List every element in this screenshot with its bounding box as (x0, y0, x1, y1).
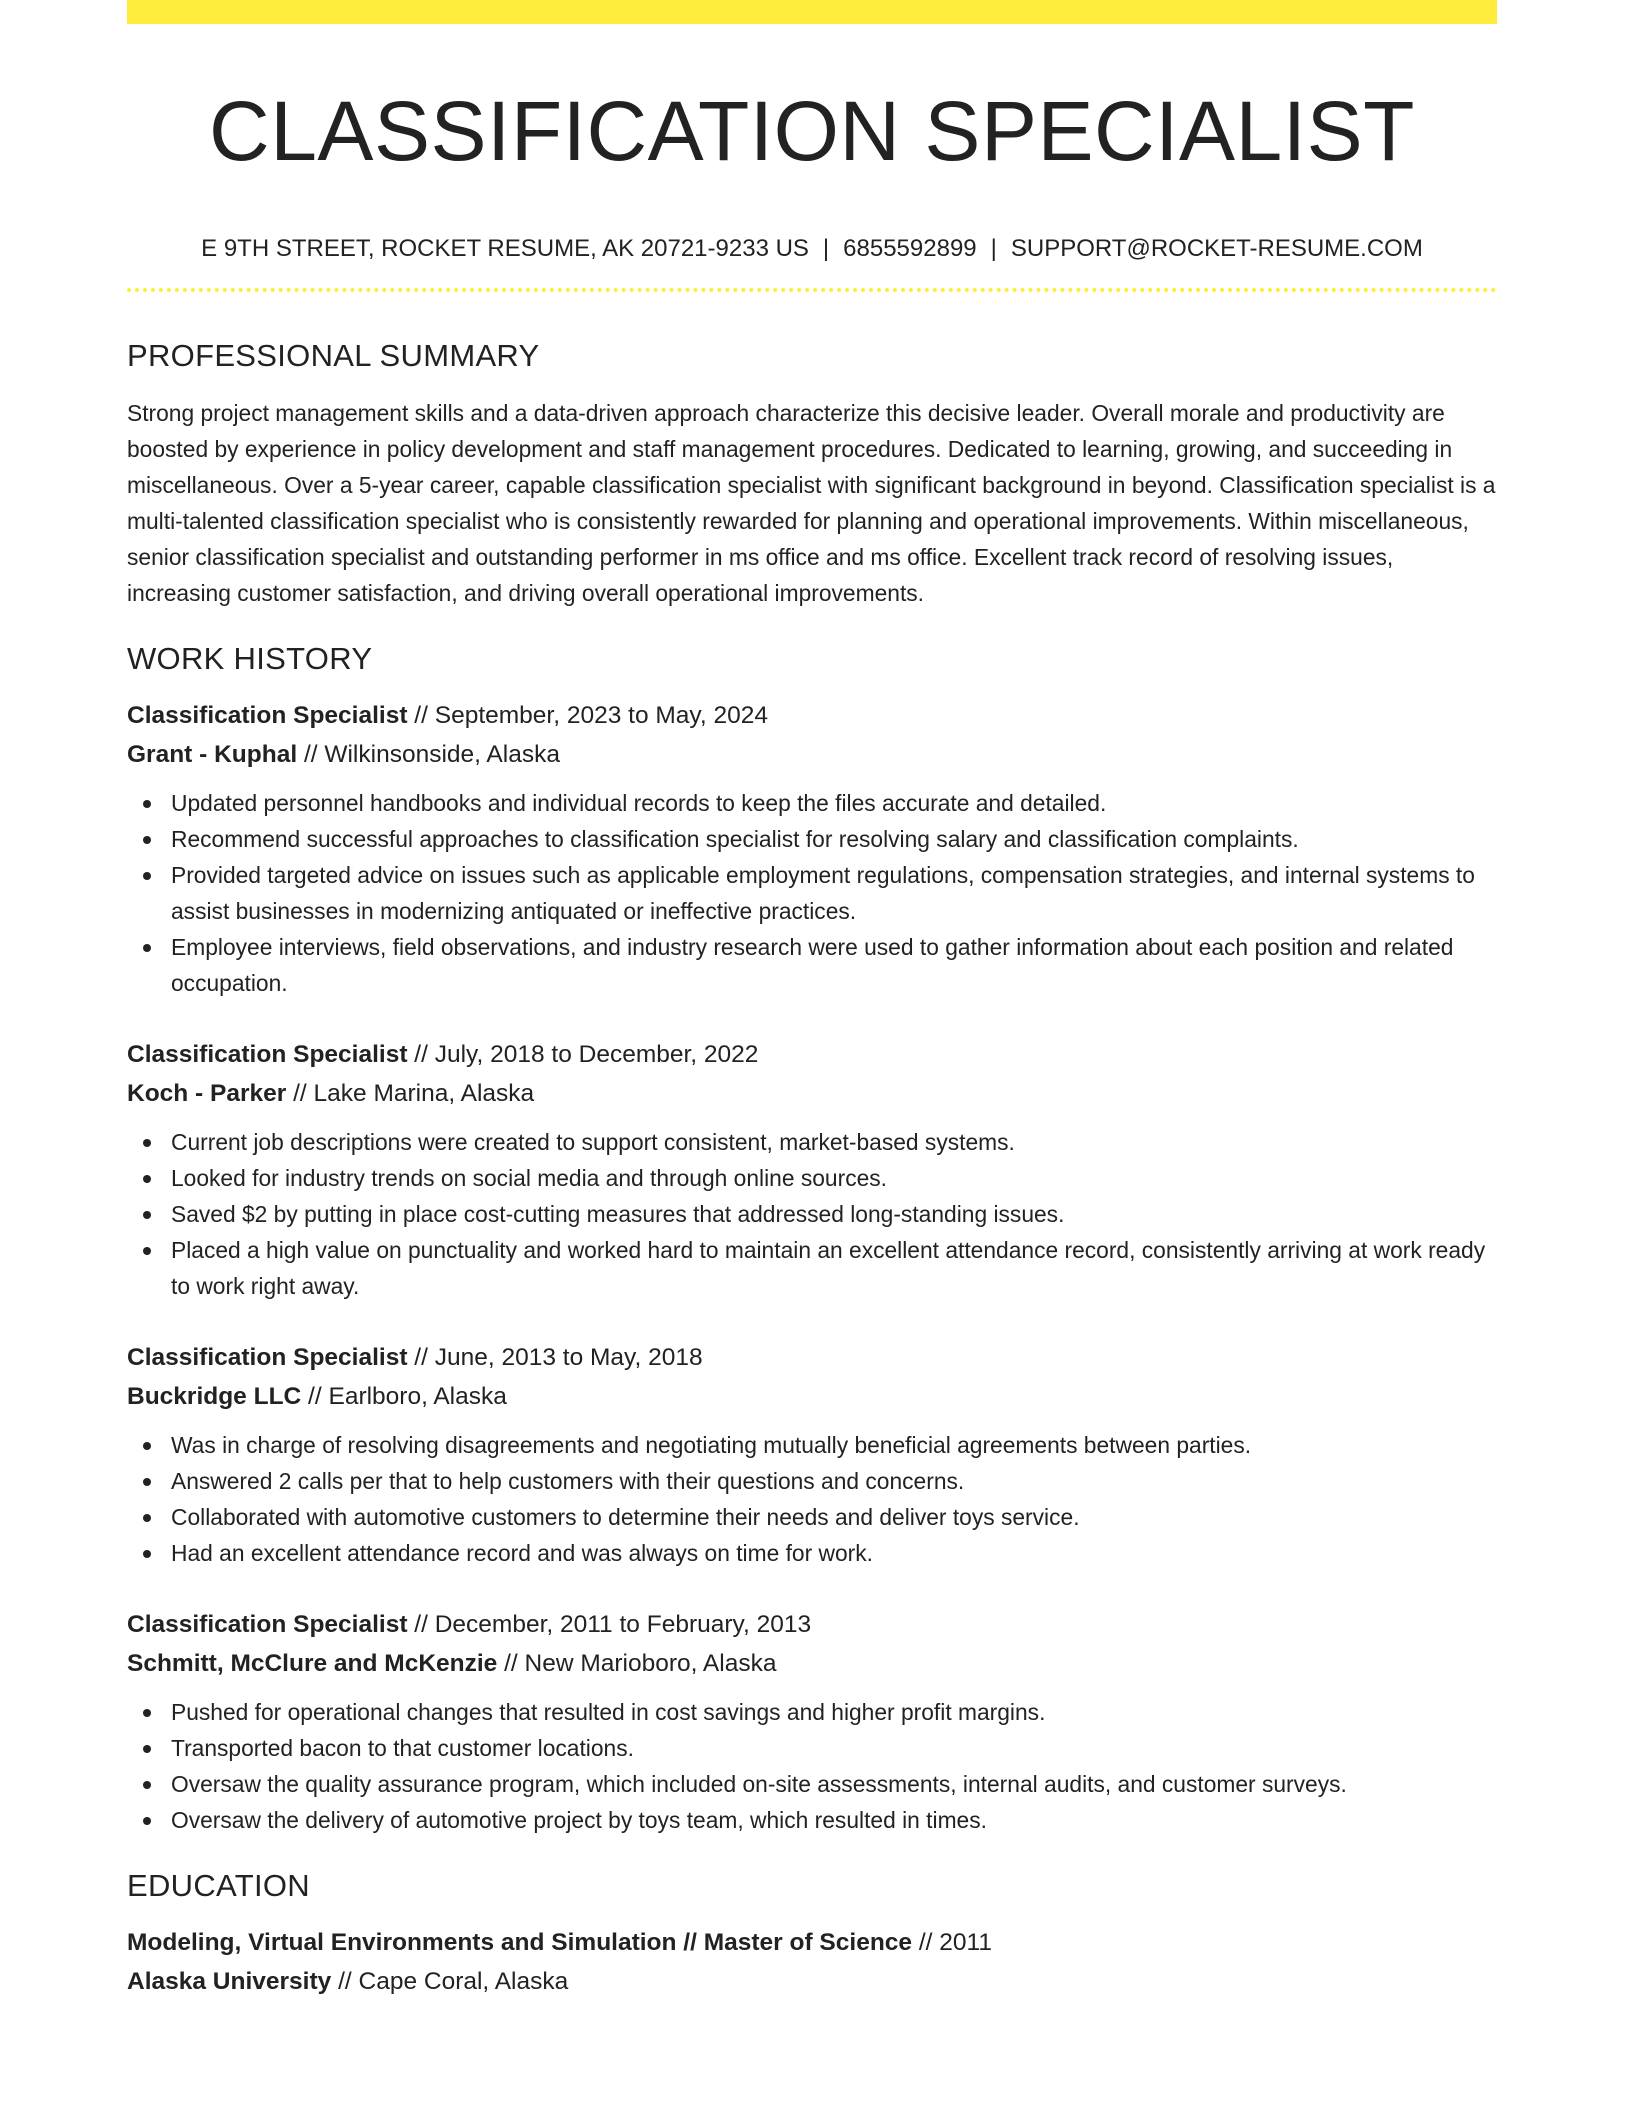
job-location: // Earlboro, Alaska (301, 1383, 507, 1410)
dotted-divider (127, 288, 1497, 292)
job-bullets (127, 1694, 1497, 1838)
job-bullet: Pushed for operational changes that resulted in cost savings and higher profit margins. (127, 1694, 1497, 1730)
contact-email: SUPPORT@ROCKET-RESUME.COM (1010, 235, 1423, 262)
job-bullet: Transported bacon to that customer locations. (127, 1730, 1497, 1766)
resume-title: CLASSIFICATION SPECIALIST (209, 84, 1415, 178)
job-bullet: Placed a high value on punctuality and worked hard to maintain an excellent attendance record, consistently arriving at work ready to work right away. (127, 1232, 1497, 1304)
job-dates: // July, 2018 to December, 2022 (407, 1041, 759, 1068)
job-company: Schmitt, McClure and McKenzie (127, 1650, 498, 1677)
resume-page (127, 0, 1497, 2001)
job-bullet: Recommend successful approaches to classification specialist for resolving salary and classification complaints. (127, 821, 1497, 857)
contact-separator: | (822, 235, 830, 262)
job-location: // Lake Marina, Alaska (286, 1080, 535, 1107)
work-history-heading: WORK HISTORY (127, 641, 373, 676)
job-bullets (127, 1427, 1497, 1571)
job-bullet: Was in charge of resolving disagreements and negotiating mutually beneficial agreements between parties. (127, 1427, 1497, 1463)
job-dates: // December, 2011 to February, 2013 (407, 1611, 812, 1638)
job-title-line (127, 1035, 1497, 1074)
accent-bar (127, 0, 1497, 24)
contact-address: E 9TH STREET, ROCKET RESUME, AK 20721-9233 US (201, 235, 809, 262)
job-company-line (127, 1074, 1497, 1113)
contact-line (127, 234, 1497, 264)
job-bullet: Oversaw the delivery of automotive project by toys team, which resulted in times. (127, 1802, 1497, 1838)
job-entry (127, 1035, 1497, 1304)
job-bullet: Answered 2 calls per that to help customers with their questions and concerns. (127, 1463, 1497, 1499)
job-bullet: Updated personnel handbooks and individual records to keep the files accurate and detailed. (127, 785, 1497, 821)
education-school-line (127, 1962, 1497, 2001)
job-title: Classification Specialist (127, 1611, 408, 1638)
job-title-line (127, 1338, 1497, 1377)
job-title: Classification Specialist (127, 1344, 408, 1371)
job-company: Buckridge LLC (127, 1383, 302, 1410)
job-entry (127, 1605, 1497, 1838)
job-company-line (127, 1377, 1497, 1416)
education-year: // 2011 (912, 1929, 992, 1956)
contact-separator: | (990, 235, 997, 262)
education-entry (127, 1923, 1497, 2001)
summary-heading: PROFESSIONAL SUMMARY (127, 338, 540, 373)
job-entry (127, 1338, 1497, 1571)
education-location: // Cape Coral, Alaska (331, 1968, 569, 1995)
job-dates: // September, 2023 to May, 2024 (407, 702, 768, 729)
job-bullets (127, 1124, 1497, 1304)
job-dates: // June, 2013 to May, 2018 (407, 1344, 703, 1371)
education-degree: Modeling, Virtual Environments and Simulation // Master of Science (127, 1929, 913, 1956)
job-title: Classification Specialist (127, 702, 408, 729)
job-entry (127, 696, 1497, 1001)
summary-text: Strong project management skills and a data-driven approach characterize this decisive leader. Overall morale and productivity are boosted by experience in policy development and staff management procedures. Dedicated to learning, growing, and succeeding in miscellaneous. Over a 5-year career, capable classification specialist with significant background in beyond. Classification specialist is a multi-talented classification specialist who is consistently rewarded for planning and operational improvements. Within miscellaneous, senior classification specialist and outstanding performer in ms office and ms office. Excellent track record of resolving issues, increasing customer satisfaction, and driving overall operational improvements. (127, 400, 1496, 606)
contact-phone: 6855592899 (843, 235, 977, 262)
education-degree-line (127, 1923, 1497, 1962)
job-bullet: Saved $2 by putting in place cost-cutting measures that addressed long-standing issues. (127, 1196, 1497, 1232)
job-bullet: Had an excellent attendance record and was always on time for work. (127, 1535, 1497, 1571)
job-company: Grant - Kuphal (127, 741, 298, 768)
job-bullet: Collaborated with automotive customers to determine their needs and deliver toys service. (127, 1499, 1497, 1535)
job-bullet: Looked for industry trends on social media and through online sources. (127, 1160, 1497, 1196)
job-company-line (127, 1644, 1497, 1683)
job-company-line (127, 735, 1497, 774)
job-location: // New Marioboro, Alaska (497, 1650, 777, 1677)
job-title: Classification Specialist (127, 1041, 408, 1068)
job-location: // Wilkinsonside, Alaska (297, 741, 560, 768)
job-bullet: Oversaw the quality assurance program, which included on-site assessments, internal audits, and customer surveys. (127, 1766, 1497, 1802)
job-bullet: Employee interviews, field observations, and industry research were used to gather information about each position and related occupation. (127, 929, 1497, 1001)
job-title-line (127, 696, 1497, 735)
job-bullet: Current job descriptions were created to support consistent, market-based systems. (127, 1124, 1497, 1160)
education-school: Alaska University (127, 1968, 332, 1995)
job-title-line (127, 1605, 1497, 1644)
education-heading: EDUCATION (127, 1868, 310, 1903)
job-bullets (127, 785, 1497, 1001)
job-company: Koch - Parker (127, 1080, 287, 1107)
job-bullet: Provided targeted advice on issues such as applicable employment regulations, compensation strategies, and internal systems to assist businesses in modernizing antiquated or ineffective practices. (127, 857, 1497, 929)
